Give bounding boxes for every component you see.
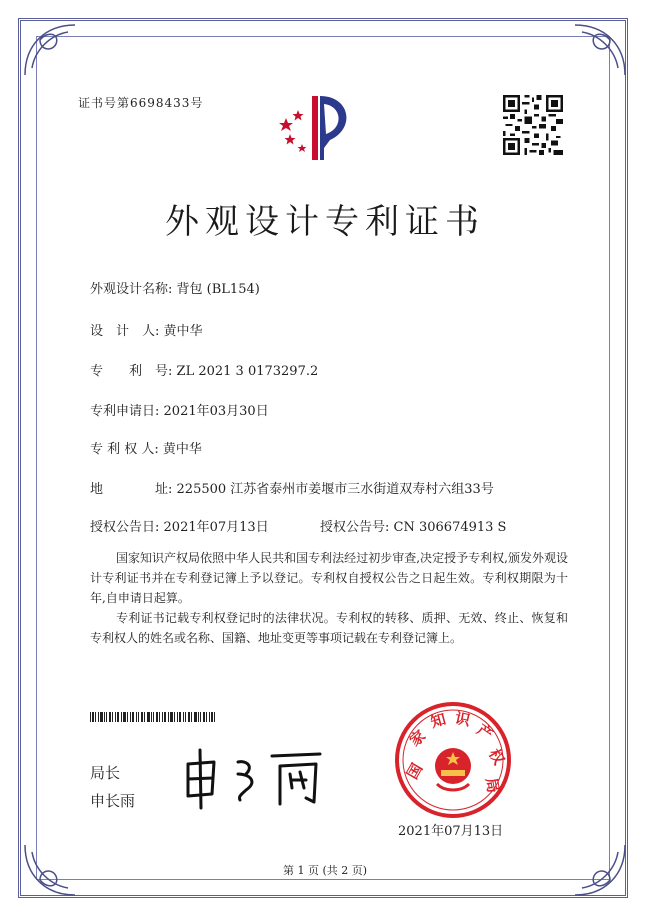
grant-number-row <box>320 516 506 535</box>
designer-label: 设 计 人: <box>90 324 160 339</box>
barcode-icon <box>90 712 215 722</box>
qr-code-icon <box>503 95 563 155</box>
patent-number-value: ZL 2021 3 0173297.2 <box>176 364 319 379</box>
svg-text:识: 识 <box>453 708 472 730</box>
grant-date-label: 授权公告日: <box>90 520 160 535</box>
svg-text:产: 产 <box>473 720 497 744</box>
patent-office-emblem-icon <box>272 88 360 166</box>
patent-number-row <box>90 360 318 379</box>
grant-number-label: 授权公告号: <box>320 520 390 535</box>
body-paragraph: 国家知识产权局依照中华人民共和国专利法经过初步审查,决定授予专利权,颁发外观设计专利证书并在专利登记簿上予以登记。专利权自授权公告之日起生效。专利权期限为十年,自申请日起算。 <box>90 551 568 605</box>
official-seal-icon <box>393 700 513 820</box>
svg-text:国: 国 <box>403 760 427 783</box>
svg-text:知: 知 <box>428 710 448 732</box>
seal-date: 2021年07月13日 <box>398 824 504 839</box>
corner-ornament-icon <box>20 20 80 80</box>
grant-date-row <box>90 516 269 535</box>
design-name-row <box>90 278 260 297</box>
design-name-label: 外观设计名称: <box>90 282 173 297</box>
grant-number-value: CN 306674913 S <box>393 520 507 535</box>
address-value: 225500 江苏省泰州市姜堰市三水街道双寿村六组33号 <box>176 482 494 497</box>
patentee-value: 黄中华 <box>162 442 202 457</box>
corner-ornament-icon <box>570 20 630 80</box>
certificate-title: 外观设计专利证书 <box>165 202 485 242</box>
page-footer: 第 1 页 (共 2 页) <box>282 864 368 877</box>
svg-text:家: 家 <box>405 726 430 750</box>
designer-row <box>90 320 203 339</box>
handwritten-signature-icon <box>180 744 330 812</box>
signatory-role: 局长 <box>90 764 121 782</box>
patent-number-label: 专 利 号: <box>90 364 173 379</box>
filing-date-label: 专利申请日: <box>90 404 160 419</box>
svg-text:局: 局 <box>482 776 503 795</box>
svg-text:权: 权 <box>485 745 509 768</box>
patentee-row <box>90 438 202 457</box>
certificate-number: 证书号第6698433号 <box>78 96 204 110</box>
grant-date-value: 2021年07月13日 <box>163 520 269 535</box>
address-row <box>90 478 494 497</box>
signatory-name: 申长雨 <box>90 792 136 810</box>
designer-value: 黄中华 <box>163 324 203 339</box>
body-paragraph: 专利证书记载专利权登记时的法律状况。专利权的转移、质押、无效、终止、恢复和专利权人的姓名或名称、国籍、地址变更等事项记载在专利登记簿上。 <box>90 611 568 645</box>
filing-date-value: 2021年03月30日 <box>163 404 269 419</box>
filing-date-row <box>90 400 269 419</box>
address-label: 地 址: <box>90 482 173 497</box>
patentee-label: 专 利 权 人: <box>90 442 159 457</box>
design-name-value: 背包 (BL154) <box>176 282 260 297</box>
